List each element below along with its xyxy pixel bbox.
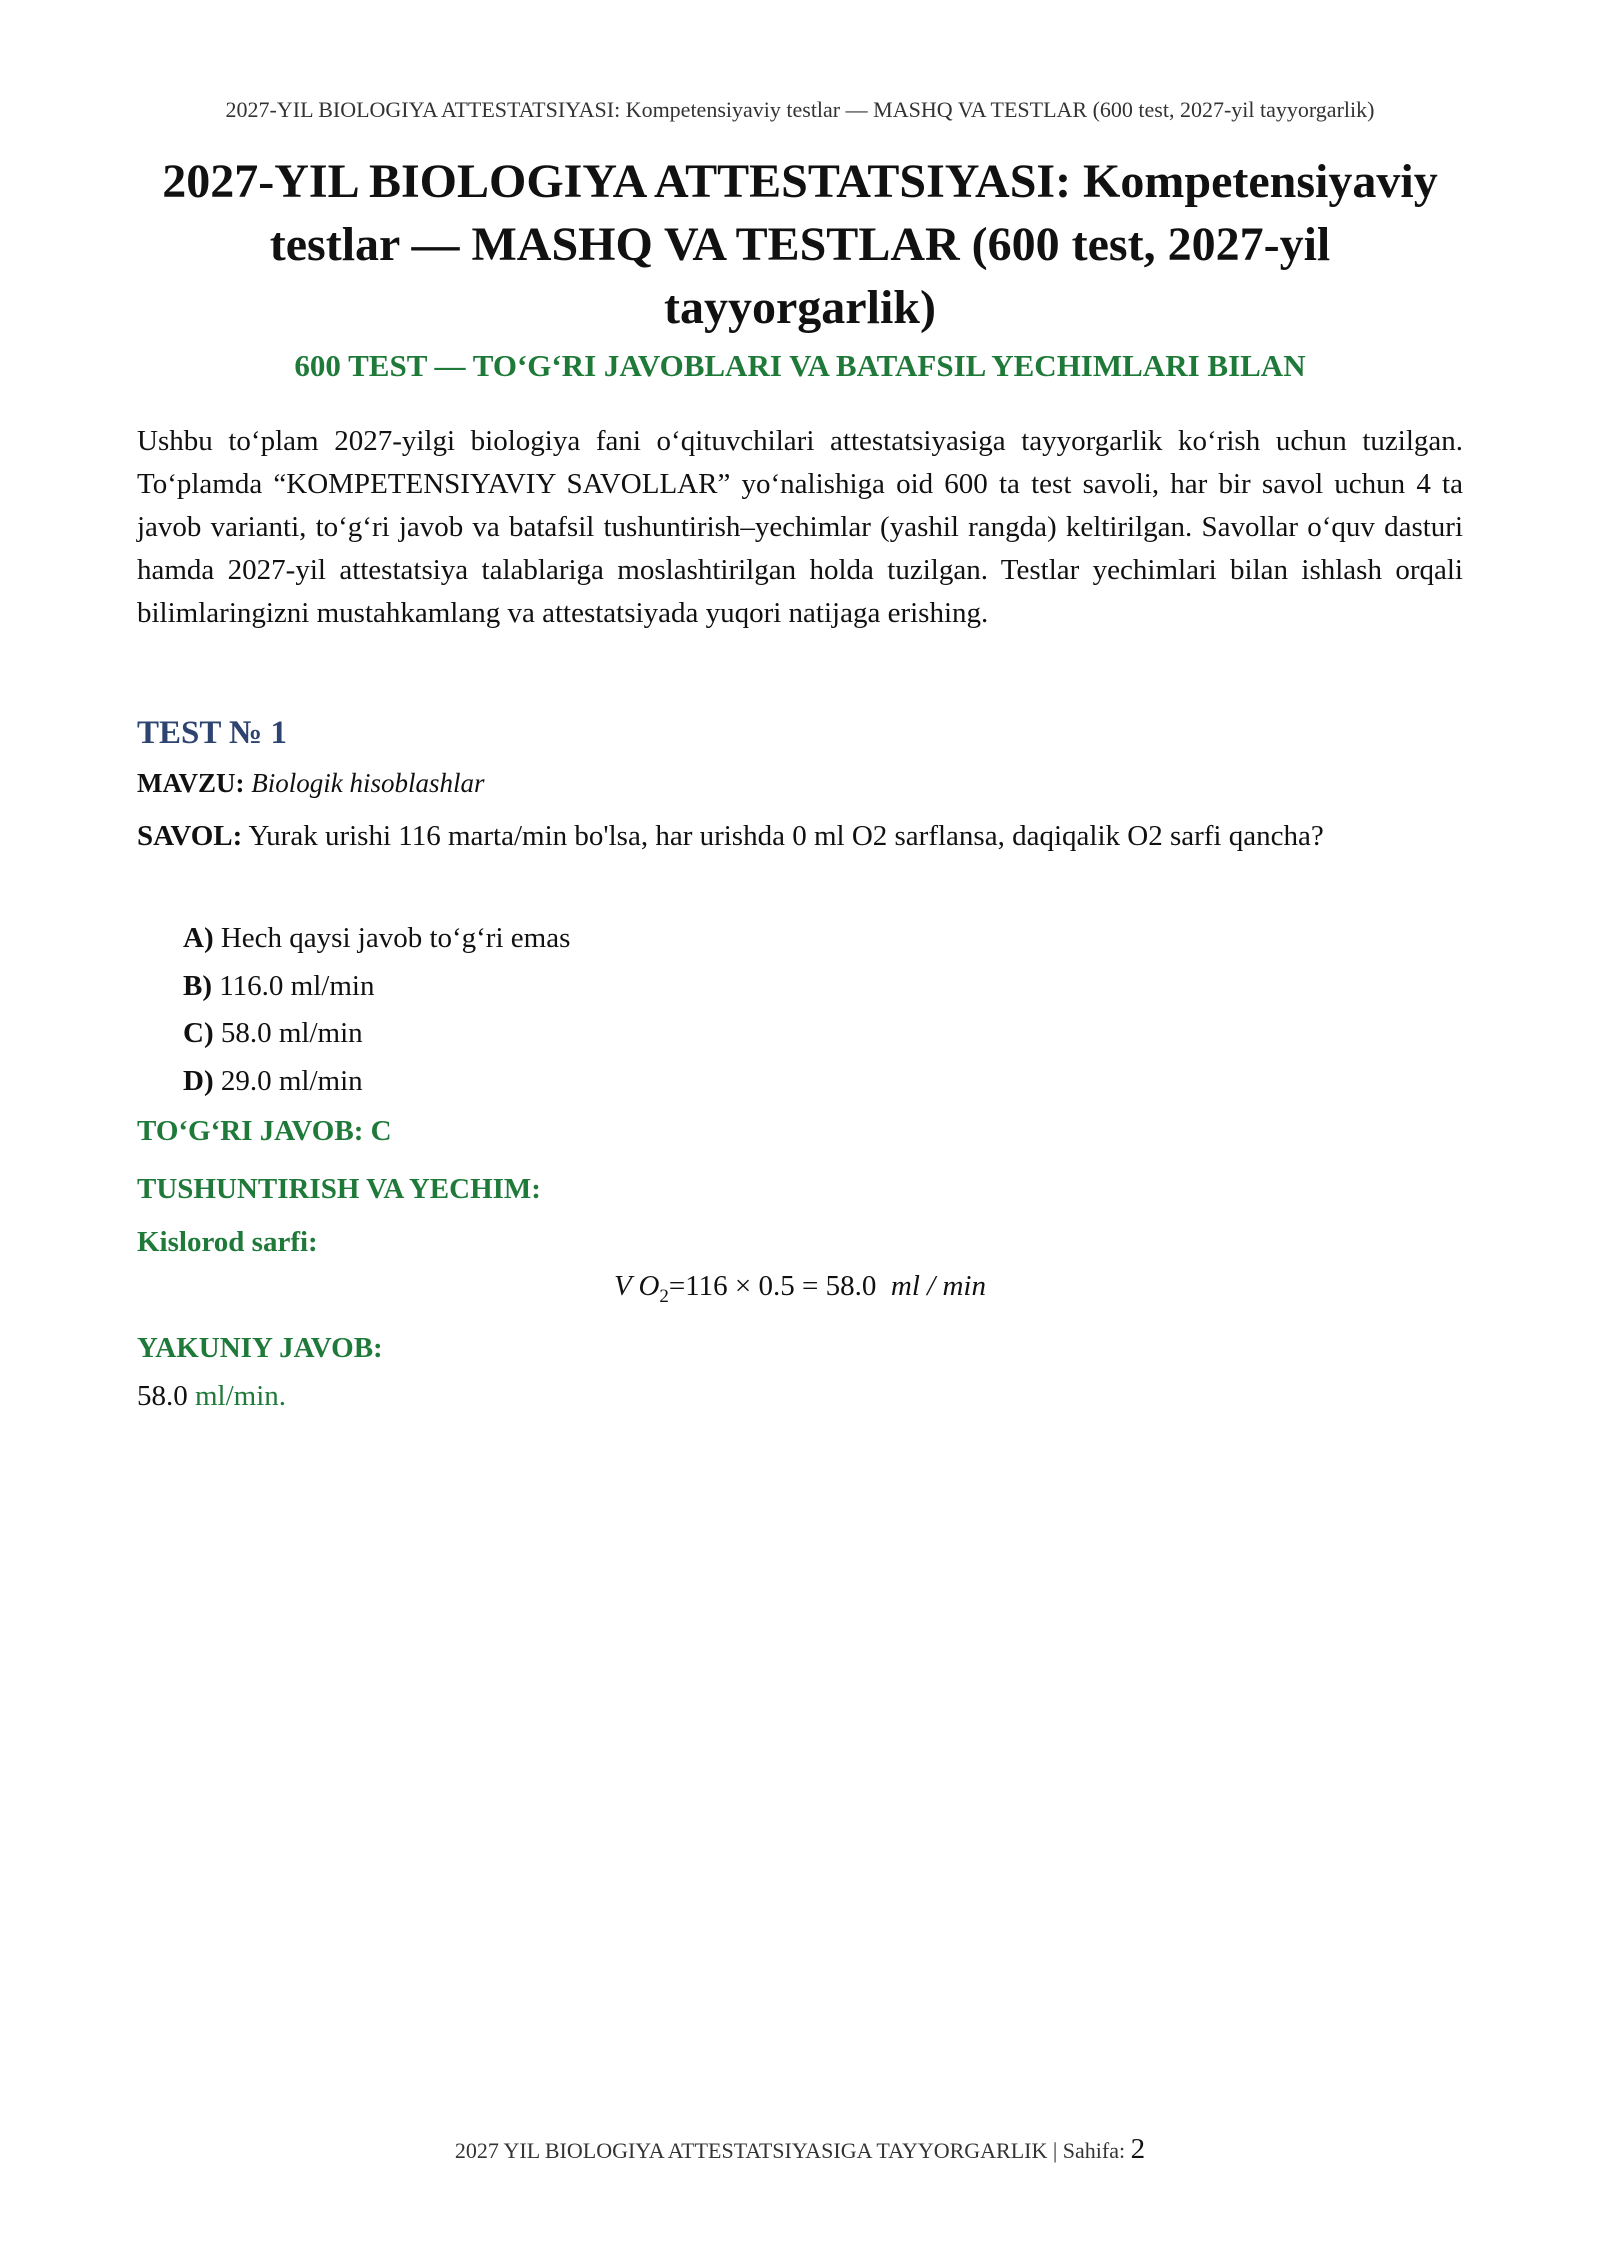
option-text: Hech qaysi javob to‘g‘ri emas — [220, 922, 571, 954]
final-answer-unit: ml/min. — [195, 1380, 287, 1412]
formula-subscript: 2 — [659, 1285, 669, 1307]
option-letter: B) — [183, 969, 212, 1002]
option-letter: A) — [183, 922, 214, 954]
option-c — [183, 1010, 570, 1058]
test-question — [137, 815, 1377, 857]
topic-label: MAVZU: — [137, 768, 245, 798]
test-topic — [137, 768, 485, 799]
footer-separator: | — [1052, 2138, 1058, 2163]
formula-variable: V O — [614, 1270, 660, 1302]
page-footer — [0, 2133, 1600, 2166]
explanation-heading: TUSHUNTIRISH VA YECHIM: — [137, 1173, 541, 1205]
option-b — [183, 963, 570, 1011]
option-d — [183, 1058, 570, 1106]
formula-unit: ml / min — [890, 1270, 986, 1302]
document-subtitle: 600 TEST — TO‘G‘RI JAVOBLARI VA BATAFSIL YECHIMLARI BILAN — [294, 348, 1306, 383]
document-title: 2027-YIL BIOLOGIYA ATTESTATSIYASI: Kompetensiyaviy testlar — MASHQ VA TESTLAR (600 test, 2027-yil tayyorgarlik) — [162, 155, 1438, 334]
question-text: Yurak urishi 116 marta/min bo'lsa, har urishda 0 ml O2 sarflansa, daqiqalik O2 sarfi qancha? — [248, 820, 1324, 852]
option-letter: C) — [183, 1017, 214, 1049]
test-number-heading: TEST № 1 — [137, 715, 287, 751]
question-label: SAVOL: — [137, 820, 243, 852]
final-answer-value: 58.0 — [137, 1380, 188, 1412]
correct-answer: TO‘G‘RI JAVOB: C — [137, 1115, 392, 1147]
topic-value: Biologik hisoblashlar — [251, 768, 485, 798]
final-answer-heading: YAKUNIY JAVOB: — [137, 1332, 383, 1364]
option-letter: D) — [183, 1064, 214, 1097]
solution-formula — [0, 1270, 1600, 1308]
option-text: 116.0 ml/min — [219, 969, 375, 1002]
footer-page-label: Sahifa: — [1062, 2138, 1126, 2163]
option-a — [183, 915, 570, 963]
answer-options — [183, 915, 570, 1105]
solution-subheading: Kislorod sarfi: — [137, 1226, 318, 1258]
page-number: 2 — [1130, 2133, 1146, 2165]
footer-text: 2027 YIL BIOLOGIYA ATTESTATSIYASIGA TAYYORGARLIK — [454, 2138, 1048, 2163]
final-answer — [137, 1380, 286, 1413]
running-header: 2027-YIL BIOLOGIYA ATTESTATSIYASI: Kompetensiyaviy testlar — MASHQ VA TESTLAR (600 test, 2027-yil tayyorgarlik) — [225, 97, 1375, 122]
intro-paragraph: Ushbu to‘plam 2027-yilgi biologiya fani o‘qituvchilari attestatsiyasiga tayyorgarlik ko‘rish uchun tuzilgan. To‘plamda “KOMPETENSIYAVIY SAVOLLAR” yo‘nalishiga oid 600 ta test savoli, har bir savol uchun 4 ta javob varianti, to‘g‘ri javob va batafsil tushuntirish–yechimlar (yashil rangda) keltirilgan. Savollar o‘quv dasturi hamda 2027-yil attestatsiya talablariga moslashtirilgan holda tuzilgan. Testlar yechimlari bilan ishlash orqali bilimlaringizni mustahkamlang va attestatsiyada yuqori natijaga erishing. — [137, 425, 1463, 629]
option-text: 58.0 ml/min — [220, 1017, 363, 1049]
formula-expression: =116 × 0.5 = 58.0 — [668, 1270, 877, 1302]
option-text: 29.0 ml/min — [220, 1064, 363, 1097]
